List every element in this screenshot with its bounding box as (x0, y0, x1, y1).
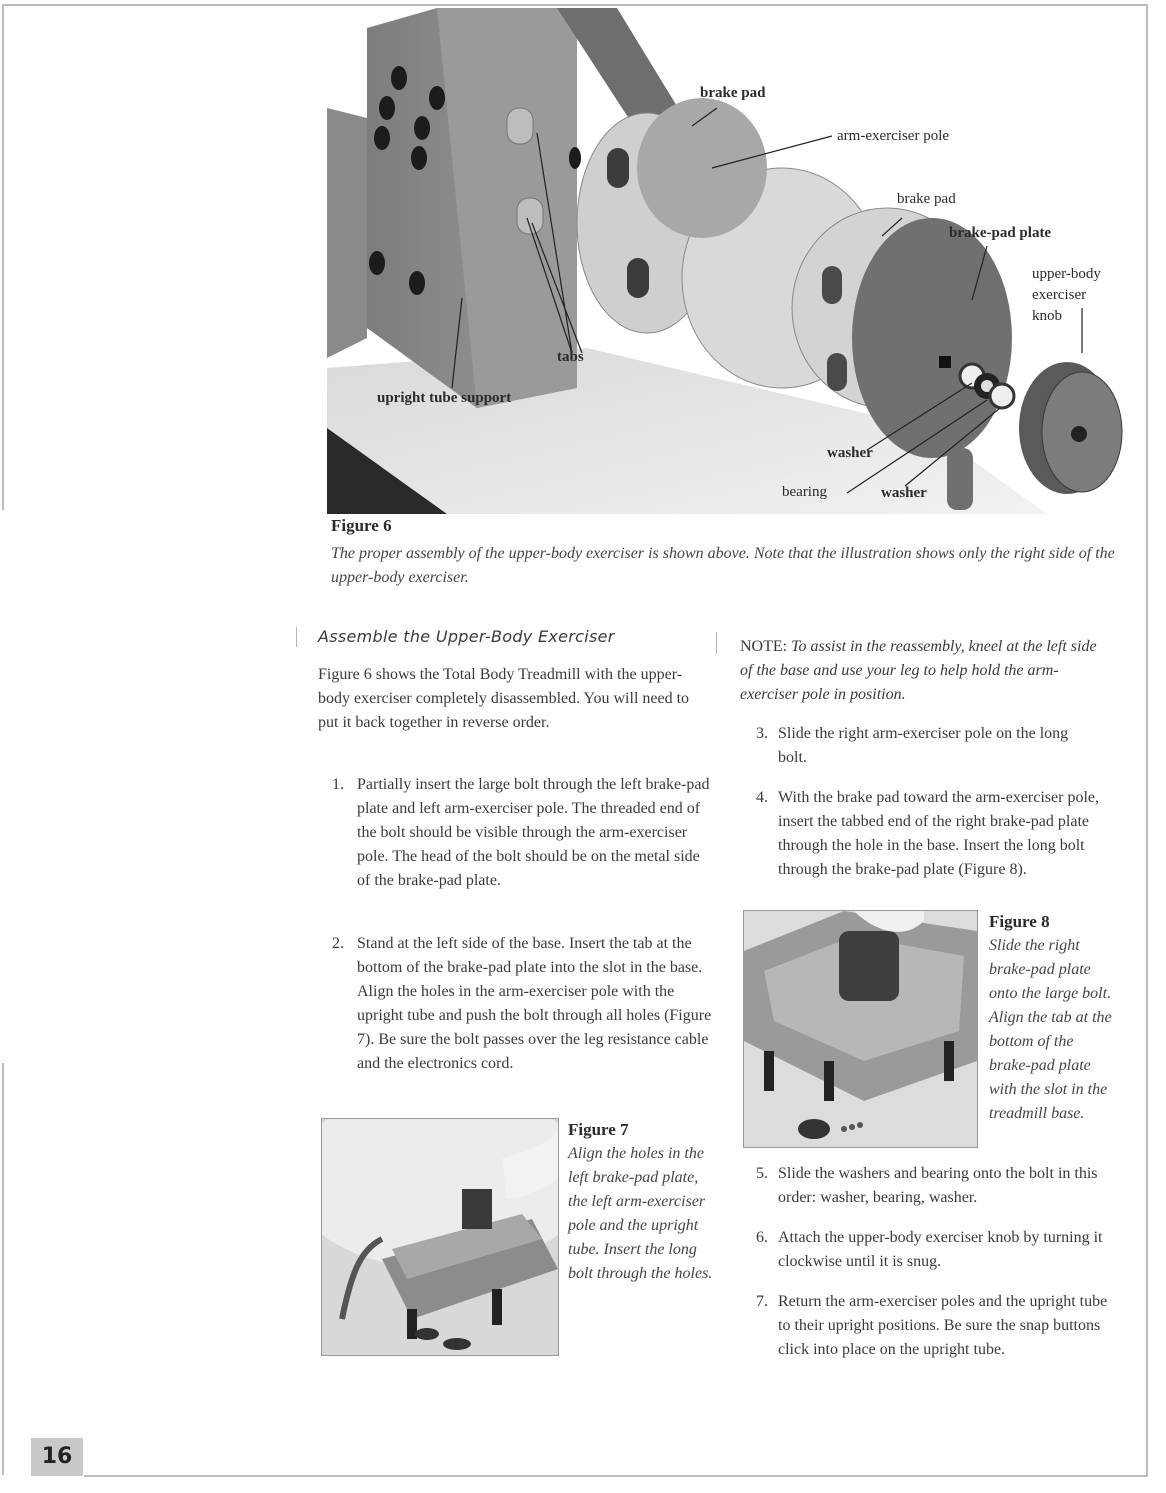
step-3 (756, 722, 1116, 770)
step-2 (332, 932, 712, 1076)
step-1-text: Partially insert the large bolt through the left brake-pad plate and left arm-exerciser pole. The threaded end of the bolt should be visible through the arm-exerciser pole. The head of the bolt should be on the metal side of the brake-pad plate. (357, 776, 710, 889)
top-border (2, 4, 1148, 6)
figure-7-photo (321, 1118, 559, 1356)
step-5-number: 5. (756, 1165, 768, 1182)
label-brake-pad-plate: brake-pad plate (949, 225, 1052, 241)
step-4-number: 4. (756, 789, 768, 806)
note-label: NOTE: (740, 638, 788, 655)
left-column-rule (296, 627, 297, 647)
step-6 (756, 1226, 1121, 1274)
right-border (1146, 4, 1148, 1477)
label-washer-1: washer (827, 445, 873, 461)
step-7-text: Return the arm-exerciser poles and the upright tube to their upright positions. Be sure the snap buttons click into place on the upright tube. (778, 1293, 1108, 1358)
figure-6-illustration (327, 8, 1127, 514)
figure-8-title: Figure 8 (989, 912, 1050, 931)
step-6-text: Attach the upper-body exerciser knob by turning it clockwise until it is snug. (778, 1229, 1103, 1270)
step-5 (756, 1162, 1121, 1210)
page-number: 16 (31, 1438, 83, 1476)
middle-column-rule (716, 632, 717, 654)
figure-7-title: Figure 7 (568, 1120, 629, 1139)
note-paragraph (740, 635, 1110, 707)
label-tabs: tabs (557, 349, 584, 365)
bottom-border (84, 1475, 1148, 1477)
step-1 (332, 773, 712, 893)
step-6-number: 6. (756, 1229, 768, 1246)
figure-6-caption: The proper assembly of the upper-body exerciser is shown above. Note that the illustration shows only the right side of the upper-body exerciser. (331, 545, 1115, 586)
label-knob-line1: upper-body (1032, 266, 1101, 282)
label-bearing: bearing (782, 484, 827, 500)
label-knob-line2: exerciser (1032, 287, 1087, 303)
label-brake-pad-2: brake pad (897, 191, 956, 207)
figure-7-caption: Align the holes in the left brake-pad plate, the left arm-exerciser pole and the upright tube. Insert the long bolt through the holes. (568, 1145, 713, 1282)
figure-8-photo (743, 910, 978, 1148)
step-2-number: 2. (332, 935, 344, 952)
step-4-text: With the brake pad toward the arm-exerciser pole, insert the tabbed end of the right brake-pad plate through the hole in the base. Insert the long bolt through the brake-pad plate (Figure 8). (778, 789, 1099, 878)
step-7-number: 7. (756, 1293, 768, 1310)
section-heading: Assemble the Upper-Body Exerciser (318, 627, 615, 646)
step-7 (756, 1290, 1121, 1362)
label-brake-pad-1: brake pad (700, 85, 766, 101)
note-text: To assist in the reassembly, kneel at the left side of the base and use your leg to help hold the arm-exerciser pole in position. (740, 638, 1097, 703)
step-3-text: Slide the right arm-exerciser pole on the long bolt. (778, 725, 1069, 766)
step-3-number: 3. (756, 725, 768, 742)
step-4 (756, 786, 1116, 882)
left-border-bottom (2, 1063, 4, 1475)
intro-paragraph: Figure 6 shows the Total Body Treadmill with the upper-body exerciser completely disassembled. You will need to put it back together in reverse order. (318, 666, 690, 731)
label-knob-line3: knob (1032, 308, 1062, 324)
label-upright-tube-support: upright tube support (377, 390, 512, 406)
step-2-text: Stand at the left side of the base. Insert the tab at the bottom of the brake-pad plate into the slot in the base. Align the holes in the arm-exerciser pole with the upright tube and push the bolt through all holes (Figure 7). Be sure the bolt passes over the leg resistance cable and the electronics cord. (357, 935, 712, 1072)
figure-8-caption: Slide the right brake-pad plate onto the large bolt. Align the tab at the bottom of the brake-pad plate with the slot in the treadmill base. (989, 937, 1112, 1122)
figure-6-title: Figure 6 (331, 516, 392, 535)
label-arm-exerciser-pole: arm-exerciser pole (837, 128, 950, 144)
left-border-top (2, 4, 4, 510)
step-1-number: 1. (332, 776, 344, 793)
label-washer-2: washer (881, 485, 927, 501)
step-5-text: Slide the washers and bearing onto the bolt in this order: washer, bearing, washer. (778, 1165, 1098, 1206)
